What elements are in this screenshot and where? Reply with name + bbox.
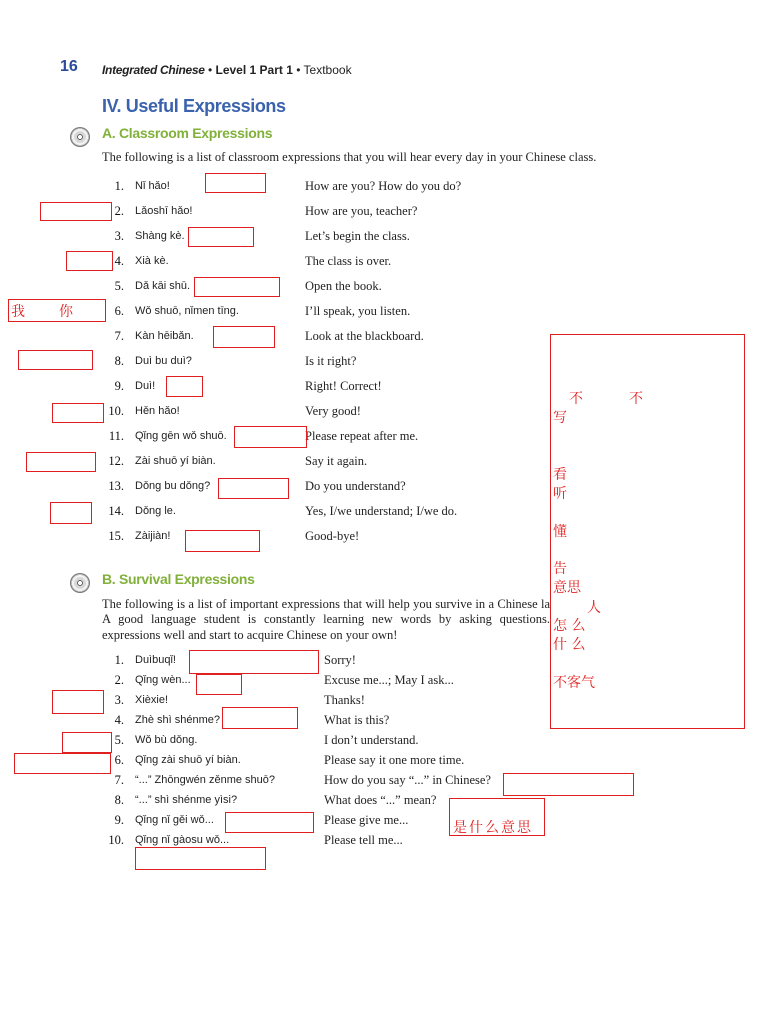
item-english: What is this? [324,713,390,727]
item-pinyin: Shàng kè. [135,230,185,242]
item-pinyin: Zhè shì shénme? [135,714,220,726]
annotation-shen-me: 什 么 [553,637,586,653]
list-item [0,229,768,249]
item-pinyin: “...” shì shénme yìsi? [135,794,238,806]
annotation-yisi: 意思 [553,580,581,596]
section-b-title: B. Survival Expressions [102,571,255,587]
list-item [0,733,768,753]
item-pinyin: Xià kè. [135,255,169,267]
item-english: Do you understand? [305,479,406,493]
annotation-blank-box [222,707,298,729]
item-english: Let’s begin the class. [305,229,410,243]
item-number: 2. [114,204,124,218]
item-number: 5. [114,733,124,747]
list-item [0,279,768,299]
list-item [0,753,768,773]
list-item [0,254,768,274]
item-number: 6. [114,304,124,318]
item-english: Excuse me...; May I ask... [324,673,454,687]
item-english: How are you? How do you do? [305,179,462,193]
item-number: 13. [108,479,124,493]
item-english: Is it right? [305,354,357,368]
item-english: Look at the blackboard. [305,329,424,343]
item-english: Very good! [305,404,361,418]
item-pinyin: Qǐng gēn wǒ shuō. [135,430,227,442]
annotation-wo-ni-box [8,299,106,322]
annotation-bu: 不 [569,391,583,407]
item-number: 14. [108,504,124,518]
item-number: 5. [114,279,124,293]
annotation-vocabulary-box [550,334,745,729]
annotation-blank-box [196,674,242,695]
item-english: Open the book. [305,279,382,293]
item-pinyin: Wǒ shuō, nǐmen tīng. [135,305,239,317]
annotation-blank-box [50,502,92,524]
running-header [102,63,352,77]
annotation-blank-box [62,732,112,753]
item-pinyin: Xièxie! [135,694,169,706]
annotation-ni: 你 [59,304,73,320]
item-english: Please repeat after me. [305,429,419,443]
item-number: 9. [114,379,124,393]
book-type: Textbook [303,63,352,77]
item-number: 6. [114,753,124,767]
annotation-blank-box [52,690,104,714]
item-number: 4. [114,713,124,727]
section-a-title: A. Classroom Expressions [102,125,273,141]
annotation-blank-box [205,173,266,193]
item-english: Thanks! [324,693,365,707]
item-number: 3. [114,693,124,707]
item-number: 10. [108,833,124,847]
annotation-blank-box [185,530,260,552]
item-pinyin: Dǎ kāi shū. [135,280,191,292]
annotation-blank-box [18,350,93,370]
item-number: 7. [114,773,124,787]
item-pinyin: Dǒng le. [135,505,176,517]
book-title: Integrated Chinese [102,63,205,77]
annotation-blank-box [52,403,104,423]
list-item [0,833,768,853]
annotation-blank-box [194,277,280,297]
annotation-blank-box [40,202,112,221]
header-separator: • [292,63,304,77]
audio-cd-icon [70,127,90,147]
item-pinyin: Duì! [135,380,156,392]
item-english: Please give me... [324,813,409,827]
item-english: I don’t understand. [324,733,419,747]
item-pinyin: Duìbuqǐ! [135,654,176,666]
annotation-blank-box [225,812,314,833]
item-pinyin: Qǐng nǐ gàosu wǒ... [135,834,230,846]
item-pinyin: Zàijiàn! [135,530,171,542]
item-english: How are you, teacher? [305,204,418,218]
annotation-blank-box [135,847,266,870]
annotation-bu-ke-qi: 不客气 [553,675,595,691]
section-title: IV. Useful Expressions [102,96,286,116]
item-english: Please say it one more time. [324,753,465,767]
header-separator: • [204,63,216,77]
annotation-gao: 告 [553,561,567,577]
annotation-dong: 懂 [553,524,567,540]
annotation-blank-box [26,452,96,472]
annotation-wo: 我 [11,304,25,320]
item-pinyin: Wǒ bù dǒng. [135,734,198,746]
item-pinyin: Qǐng wèn... [135,674,191,686]
annotation-blank-box [234,426,307,448]
list-item [0,179,768,199]
annotation-blank-box [166,376,203,397]
item-english: Yes, I/we understand; I/we do. [305,504,458,518]
item-number: 10. [108,404,124,418]
annotation-ren: 人 [587,600,601,616]
item-pinyin: Duì bu duì? [135,355,192,367]
annotation-bu: 不 [629,391,643,407]
item-pinyin: Qǐng nǐ gěi wǒ... [135,814,214,826]
item-english: Please tell me... [324,833,403,847]
item-pinyin: Dǒng bu dǒng? [135,480,211,492]
annotation-blank-box [188,227,254,247]
item-pinyin: Qǐng zài shuō yí biàn. [135,754,241,766]
item-number: 11. [108,429,124,443]
item-english: The class is over. [305,254,392,268]
item-english: Say it again. [305,454,368,468]
item-english: Sorry! [324,653,356,667]
item-number: 8. [114,793,124,807]
list-item [0,813,768,833]
list-item [0,793,768,813]
item-pinyin: “...” Zhōngwén zěnme shuō? [135,774,276,786]
list-item [0,773,768,793]
book-level: Level 1 Part 1 [215,63,293,77]
item-pinyin: Nǐ hǎo! [135,180,170,192]
item-english: How do you say “...” in Chinese? [324,773,491,787]
annotation-blank-box [66,251,113,271]
item-number: 4. [114,254,124,268]
item-number: 12. [108,454,124,468]
annotation-kan: 看 [553,467,567,483]
item-english: Good-bye! [305,529,360,543]
item-pinyin: Hěn hǎo! [135,405,180,417]
item-pinyin: Zài shuō yí biàn. [135,455,216,467]
list-item [0,304,768,324]
annotation-blank-box [218,478,289,499]
item-number: 15. [108,529,124,543]
item-number: 2. [114,673,124,687]
audio-cd-icon [70,573,90,593]
item-number: 1. [114,179,124,193]
section-a-intro: The following is a list of classroom expressions that you will hear every day in your Chinese class. [102,150,597,164]
item-number: 8. [114,354,124,368]
item-number: 3. [114,229,124,243]
item-number: 7. [114,329,124,343]
item-pinyin: Lǎoshī hǎo! [135,205,193,217]
annotation-blank-box [14,753,111,774]
page-number: 16 [60,58,78,75]
item-number: 1. [114,653,124,667]
list-item [0,204,768,224]
annotation-blank-box [213,326,275,348]
annotation-ting: 听 [553,486,567,502]
section-b-intro: The following is a list of important expressions that will help you survive in a Chinese la A good language student is constantly learning new words by asking questions. expressions well and start to acquire Chinese on your own! [102,597,550,642]
annotation-shi-shen-me-yi-si: 是什么意思 [453,820,533,836]
annotation-blank-box [189,650,319,674]
annotation-blank-box [503,773,634,796]
annotation-zen-me: 怎 么 [553,618,586,634]
item-number: 9. [114,813,124,827]
annotation-xie: 写 [553,410,567,426]
item-english: Right! Correct! [305,379,382,393]
item-english: I’ll speak, you listen. [305,304,411,318]
item-pinyin: Kàn hēibǎn. [135,330,194,342]
item-english: What does “...” mean? [324,793,437,807]
annotation-shi-shen-me-yi-si-box [449,798,545,836]
